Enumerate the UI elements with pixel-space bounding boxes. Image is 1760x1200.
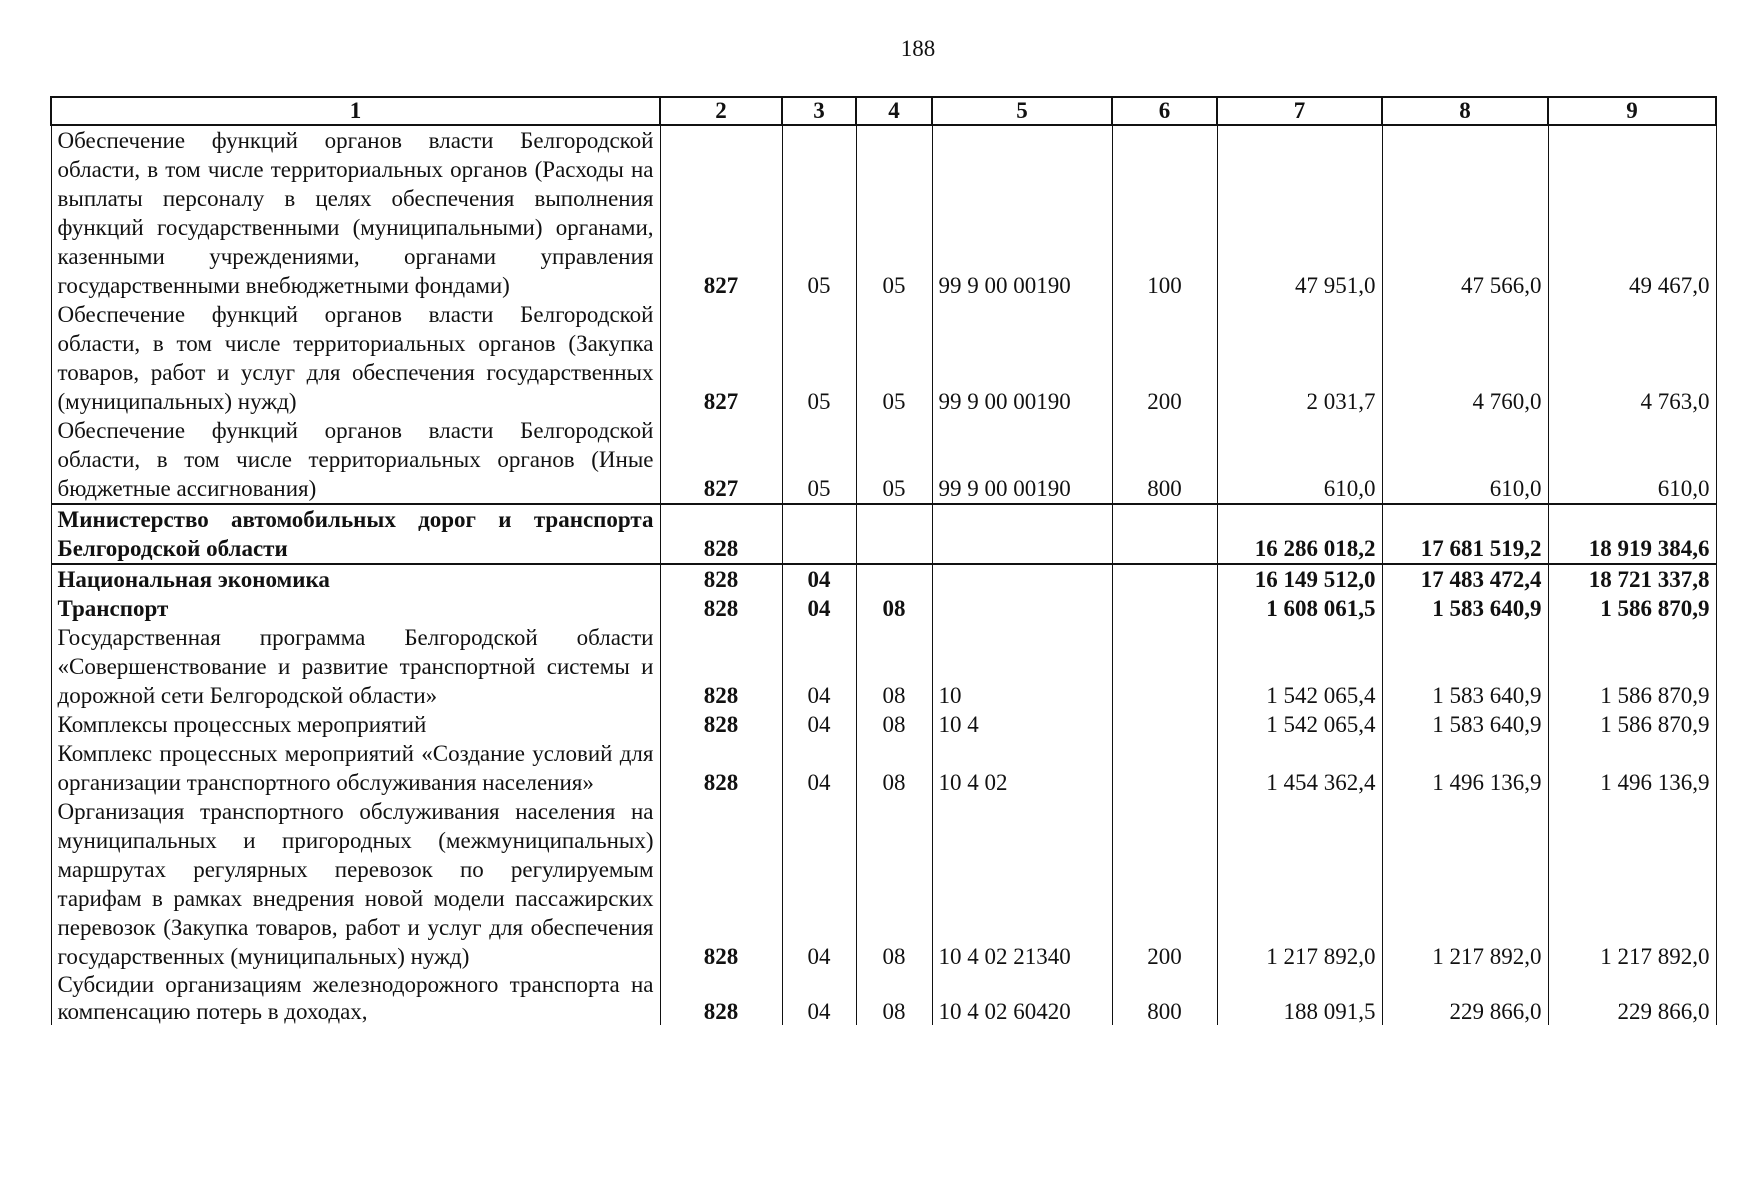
amount-col9: 1 217 892,0 <box>1548 797 1716 971</box>
amount-col7: 16 286 018,2 <box>1217 504 1382 564</box>
amount-col9: 610,0 <box>1548 416 1716 504</box>
amount-col9: 1 586 870,9 <box>1548 594 1716 623</box>
subsection-code: 08 <box>856 971 932 1025</box>
amount-col8: 4 760,0 <box>1382 300 1548 416</box>
amount-col9: 1 496 136,9 <box>1548 739 1716 797</box>
section-code: 04 <box>782 710 856 739</box>
amount-col8: 1 583 640,9 <box>1382 710 1548 739</box>
amount-col7: 1 217 892,0 <box>1217 797 1382 971</box>
table-row <box>51 739 1716 797</box>
amount-col8: 1 496 136,9 <box>1382 739 1548 797</box>
amount-col9: 1 586 870,9 <box>1548 710 1716 739</box>
table-row <box>51 125 1716 300</box>
target-article-code: 10 <box>932 623 1112 710</box>
column-header: 6 <box>1112 97 1217 125</box>
amount-col7: 610,0 <box>1217 416 1382 504</box>
row-description: Министерство автомобильных дорог и транспорта Белгородской области <box>51 504 660 564</box>
amount-col8: 229 866,0 <box>1382 971 1548 1025</box>
amount-col8: 610,0 <box>1382 416 1548 504</box>
target-article-code <box>932 594 1112 623</box>
budget-table <box>50 96 1717 1025</box>
expense-type-code <box>1112 564 1217 594</box>
expense-type-code: 200 <box>1112 300 1217 416</box>
subsection-code: 08 <box>856 710 932 739</box>
amount-col7: 1 542 065,4 <box>1217 623 1382 710</box>
row-description: Обеспечение функций органов власти Белгородской области, в том числе территориальных органов (Закупка товаров, работ и услуг для обеспечения государственных (муниципальных) нужд) <box>51 300 660 416</box>
amount-col7: 2 031,7 <box>1217 300 1382 416</box>
subsection-code: 05 <box>856 416 932 504</box>
table-row <box>51 300 1716 416</box>
amount-col9: 1 586 870,9 <box>1548 623 1716 710</box>
ministry-code: 828 <box>660 797 782 971</box>
row-description: Транспорт <box>51 594 660 623</box>
ministry-code: 828 <box>660 594 782 623</box>
section-code: 04 <box>782 739 856 797</box>
section-code: 04 <box>782 971 856 1025</box>
expense-type-code <box>1112 710 1217 739</box>
expense-type-code: 800 <box>1112 416 1217 504</box>
row-description: Комплексы процессных мероприятий <box>51 710 660 739</box>
section-code: 05 <box>782 125 856 300</box>
expense-type-code <box>1112 594 1217 623</box>
amount-col7: 188 091,5 <box>1217 971 1382 1025</box>
expense-type-code <box>1112 623 1217 710</box>
section-code: 04 <box>782 623 856 710</box>
expense-type-code <box>1112 739 1217 797</box>
table-row <box>51 623 1716 710</box>
table-row <box>51 710 1716 739</box>
ministry-code: 828 <box>660 623 782 710</box>
column-header: 8 <box>1382 97 1548 125</box>
row-description: Национальная экономика <box>51 564 660 594</box>
table-row <box>51 504 1716 564</box>
table-row <box>51 971 1716 1025</box>
subsection-code: 05 <box>856 125 932 300</box>
column-header: 4 <box>856 97 932 125</box>
expense-type-code: 800 <box>1112 971 1217 1025</box>
subsection-code: 08 <box>856 797 932 971</box>
expense-type-code <box>1112 504 1217 564</box>
target-article-code: 10 4 02 21340 <box>932 797 1112 971</box>
subsection-code <box>856 564 932 594</box>
amount-col7: 16 149 512,0 <box>1217 564 1382 594</box>
column-header: 2 <box>660 97 782 125</box>
table-row <box>51 797 1716 971</box>
amount-col8: 17 483 472,4 <box>1382 564 1548 594</box>
subsection-code: 08 <box>856 739 932 797</box>
ministry-code: 827 <box>660 416 782 504</box>
row-description: Комплекс процессных мероприятий «Создание условий для организации транспортного обслуживания населения» <box>51 739 660 797</box>
section-code: 04 <box>782 594 856 623</box>
target-article-code: 99 9 00 00190 <box>932 300 1112 416</box>
target-article-code: 99 9 00 00190 <box>932 125 1112 300</box>
column-header: 5 <box>932 97 1112 125</box>
target-article-code: 10 4 02 <box>932 739 1112 797</box>
target-article-code: 10 4 <box>932 710 1112 739</box>
target-article-code <box>932 504 1112 564</box>
header-row <box>51 97 1716 125</box>
amount-col9: 49 467,0 <box>1548 125 1716 300</box>
amount-col8: 1 217 892,0 <box>1382 797 1548 971</box>
amount-col9: 18 721 337,8 <box>1548 564 1716 594</box>
row-description: Государственная программа Белгородской области «Совершенствование и развитие транспортной системы и дорожной сети Белгородской области» <box>51 623 660 710</box>
amount-col8: 1 583 640,9 <box>1382 594 1548 623</box>
subsection-code: 08 <box>856 623 932 710</box>
amount-col8: 47 566,0 <box>1382 125 1548 300</box>
row-description: Организация транспортного обслуживания населения на муниципальных и пригородных (межмуниципальных) маршрутах регулярных перевозок по регулируемым тарифам в рамках внедрения новой модели пассажирских перевозок (Закупка товаров, работ и услуг для обеспечения государственных (муниципальных) нужд) <box>51 797 660 971</box>
ministry-code: 827 <box>660 300 782 416</box>
column-header: 7 <box>1217 97 1382 125</box>
ministry-code: 828 <box>660 971 782 1025</box>
amount-col9: 4 763,0 <box>1548 300 1716 416</box>
page-number: 188 <box>900 36 936 61</box>
ministry-code: 827 <box>660 125 782 300</box>
target-article-code <box>932 564 1112 594</box>
section-code: 05 <box>782 416 856 504</box>
row-description: Обеспечение функций органов власти Белгородской области, в том числе территориальных органов (Иные бюджетные ассигнования) <box>51 416 660 504</box>
amount-col7: 1 454 362,4 <box>1217 739 1382 797</box>
ministry-code: 828 <box>660 564 782 594</box>
amount-col9: 18 919 384,6 <box>1548 504 1716 564</box>
amount-col7: 1 542 065,4 <box>1217 710 1382 739</box>
ministry-code: 828 <box>660 739 782 797</box>
row-description: Обеспечение функций органов власти Белгородской области, в том числе территориальных органов (Расходы на выплаты персоналу в целях обеспечения выполнения функций государственными (муниципальными) органами, казенными учреждениями, органами управления государственными внебюджетными фондами) <box>51 125 660 300</box>
target-article-code: 99 9 00 00190 <box>932 416 1112 504</box>
target-article-code: 10 4 02 60420 <box>932 971 1112 1025</box>
ministry-code: 828 <box>660 710 782 739</box>
amount-col8: 1 583 640,9 <box>1382 623 1548 710</box>
table-row <box>51 564 1716 594</box>
column-header: 3 <box>782 97 856 125</box>
column-header: 9 <box>1548 97 1716 125</box>
section-code: 04 <box>782 564 856 594</box>
section-code: 04 <box>782 797 856 971</box>
amount-col8: 17 681 519,2 <box>1382 504 1548 564</box>
subsection-code <box>856 504 932 564</box>
row-description: Субсидии организациям железнодорожного транспорта на компенсацию потерь в доходах, <box>51 971 660 1025</box>
ministry-code: 828 <box>660 504 782 564</box>
subsection-code: 05 <box>856 300 932 416</box>
table-row <box>51 416 1716 504</box>
amount-col7: 47 951,0 <box>1217 125 1382 300</box>
subsection-code: 08 <box>856 594 932 623</box>
expense-type-code: 200 <box>1112 797 1217 971</box>
expense-type-code: 100 <box>1112 125 1217 300</box>
column-header: 1 <box>51 97 660 125</box>
table-row <box>51 594 1716 623</box>
section-code <box>782 504 856 564</box>
section-code: 05 <box>782 300 856 416</box>
amount-col7: 1 608 061,5 <box>1217 594 1382 623</box>
amount-col9: 229 866,0 <box>1548 971 1716 1025</box>
